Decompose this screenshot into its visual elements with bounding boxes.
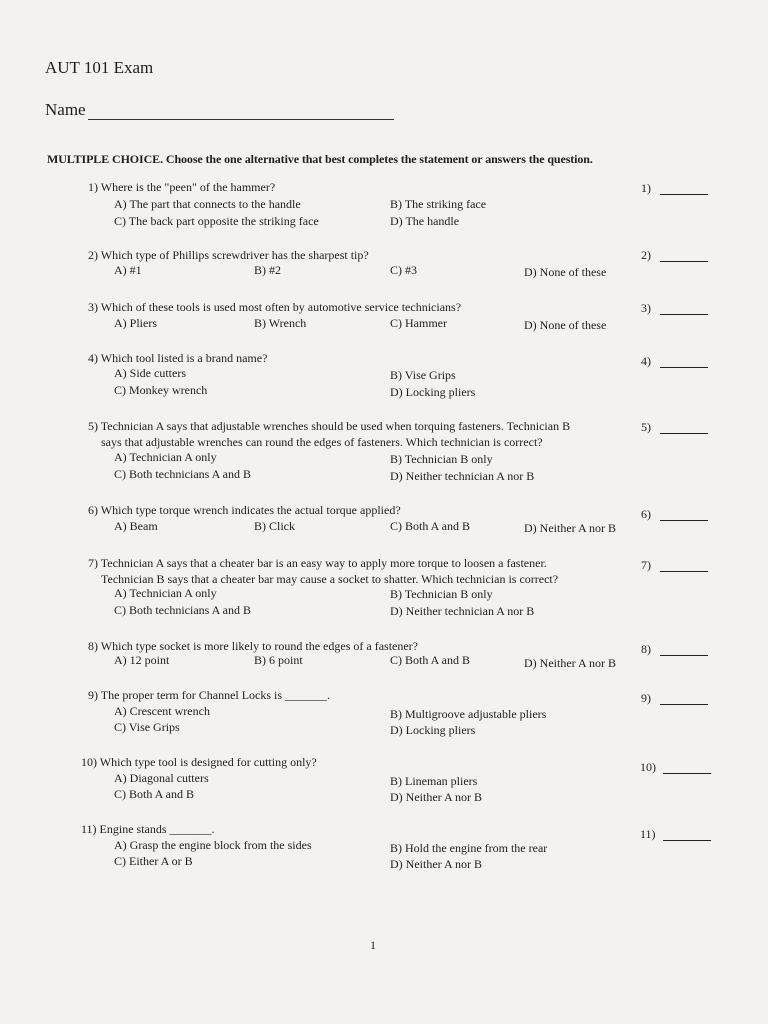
question-stem: 7) Technician A says that a cheater bar is an easy way to apply more torque to loosen a fastener. xyxy=(88,556,547,570)
answer-option[interactable]: B) Hold the engine from the rear xyxy=(390,841,548,855)
answer-blank-line[interactable] xyxy=(660,704,708,705)
answer-option[interactable]: A) #1 xyxy=(114,263,142,277)
answer-option[interactable]: C) Both A and B xyxy=(390,519,471,533)
answer-option[interactable]: D) Locking pliers xyxy=(390,385,476,399)
answer-option[interactable]: C) Hammer xyxy=(390,316,447,330)
answer-option[interactable]: B) Lineman pliers xyxy=(390,774,478,788)
name-blank-line[interactable] xyxy=(88,105,394,120)
answer-option[interactable]: A) Pliers xyxy=(114,316,157,330)
answer-option[interactable]: C) Vise Grips xyxy=(114,720,180,734)
answer-blank-label: 1) xyxy=(641,181,651,195)
answer-blank-line[interactable] xyxy=(660,571,708,572)
answer-blank-line[interactable] xyxy=(660,520,708,521)
answer-blank-line[interactable] xyxy=(660,367,708,368)
answer-blank-line[interactable] xyxy=(660,433,708,434)
answer-blank-label: 7) xyxy=(641,558,651,572)
answer-option[interactable]: B) #2 xyxy=(254,263,281,277)
answer-option[interactable]: D) None of these xyxy=(524,265,607,279)
question-stem: Technician B says that a cheater bar may cause a socket to shatter. Which technician is correct? xyxy=(101,572,559,586)
answer-option[interactable]: B) The striking face xyxy=(390,197,487,211)
answer-blank-label: 4) xyxy=(641,354,651,368)
answer-option[interactable]: A) Beam xyxy=(114,519,158,533)
answer-option[interactable]: C) Both A and B xyxy=(114,787,195,801)
answer-option[interactable]: C) Both A and B xyxy=(390,653,471,667)
question-stem: 5) Technician A says that adjustable wrenches should be used when torquing fasteners. Technician B xyxy=(88,419,571,433)
question-stem: 4) Which tool listed is a brand name? xyxy=(88,351,268,365)
answer-option[interactable]: D) Neither A nor B xyxy=(390,790,482,804)
answer-option[interactable]: D) Neither technician A nor B xyxy=(390,604,535,618)
answer-option[interactable]: A) Side cutters xyxy=(114,366,186,380)
answer-blank-line[interactable] xyxy=(663,773,711,774)
answer-option[interactable]: B) 6 point xyxy=(254,653,303,667)
answer-option[interactable]: A) Technician A only xyxy=(114,450,217,464)
answer-option[interactable]: A) The part that connects to the handle xyxy=(114,197,301,211)
answer-option[interactable]: D) Neither A nor B xyxy=(524,656,616,670)
answer-option[interactable]: D) Locking pliers xyxy=(390,723,476,737)
answer-option[interactable]: A) Grasp the engine block from the sides xyxy=(114,838,312,852)
answer-blank-label: 5) xyxy=(641,420,651,434)
question-stem: 6) Which type torque wrench indicates the actual torque applied? xyxy=(88,503,401,517)
answer-blank-label: 10) xyxy=(640,760,656,774)
answer-option[interactable]: B) Technician B only xyxy=(390,452,493,466)
answer-blank-label: 8) xyxy=(641,642,651,656)
answer-option[interactable]: B) Click xyxy=(254,519,295,533)
answer-blank-line[interactable] xyxy=(660,261,708,262)
question-stem: 10) Which type tool is designed for cutting only? xyxy=(81,755,317,769)
question-stem: 3) Which of these tools is used most often by automotive service technicians? xyxy=(88,300,462,314)
answer-option[interactable]: D) None of these xyxy=(524,318,607,332)
page-number: 1 xyxy=(370,938,376,952)
answer-option[interactable]: D) Neither A nor B xyxy=(390,857,482,871)
answer-blank-line[interactable] xyxy=(663,840,711,841)
answer-option[interactable]: B) Vise Grips xyxy=(390,368,456,382)
answer-option[interactable]: C) Monkey wrench xyxy=(114,383,208,397)
answer-option[interactable]: A) Crescent wrench xyxy=(114,704,210,718)
answer-blank-label: 6) xyxy=(641,507,651,521)
answer-option[interactable]: C) The back part opposite the striking face xyxy=(114,214,319,228)
question-stem: 8) Which type socket is more likely to round the edges of a fastener? xyxy=(88,639,419,653)
answer-blank-label: 11) xyxy=(640,827,656,841)
answer-option[interactable]: B) Multigroove adjustable pliers xyxy=(390,707,547,721)
answer-option[interactable]: A) Diagonal cutters xyxy=(114,771,209,785)
question-stem: 2) Which type of Phillips screwdriver has the sharpest tip? xyxy=(88,248,369,262)
answer-option[interactable]: A) Technician A only xyxy=(114,586,217,600)
answer-option[interactable]: C) Both technicians A and B xyxy=(114,603,251,617)
name-label: Name xyxy=(45,100,86,119)
answer-option[interactable]: B) Technician B only xyxy=(390,587,493,601)
answer-option[interactable]: C) #3 xyxy=(390,263,417,277)
question-stem: 1) Where is the "peen" of the hammer? xyxy=(88,180,276,194)
answer-option[interactable]: C) Either A or B xyxy=(114,854,193,868)
answer-blank-line[interactable] xyxy=(660,314,708,315)
answer-option[interactable]: D) Neither A nor B xyxy=(524,521,616,535)
answer-blank-label: 3) xyxy=(641,301,651,315)
answer-option[interactable]: B) Wrench xyxy=(254,316,307,330)
exam-title: AUT 101 Exam xyxy=(45,58,154,77)
answer-blank-line[interactable] xyxy=(660,194,708,195)
question-stem: 9) The proper term for Channel Locks is _______. xyxy=(88,688,331,702)
question-stem: says that adjustable wrenches can round the edges of fasteners. Which technician is correct? xyxy=(101,435,543,449)
answer-blank-line[interactable] xyxy=(660,655,708,656)
question-stem: 11) Engine stands _______. xyxy=(81,822,215,836)
instructions: MULTIPLE CHOICE. Choose the one alternative that best completes the statement or answers the question. xyxy=(47,152,593,166)
answer-option[interactable]: D) The handle xyxy=(390,214,460,228)
answer-blank-label: 9) xyxy=(641,691,651,705)
answer-blank-label: 2) xyxy=(641,248,651,262)
name-field-row xyxy=(45,100,394,120)
answer-option[interactable]: D) Neither technician A nor B xyxy=(390,469,535,483)
answer-option[interactable]: C) Both technicians A and B xyxy=(114,467,251,481)
answer-option[interactable]: A) 12 point xyxy=(114,653,170,667)
